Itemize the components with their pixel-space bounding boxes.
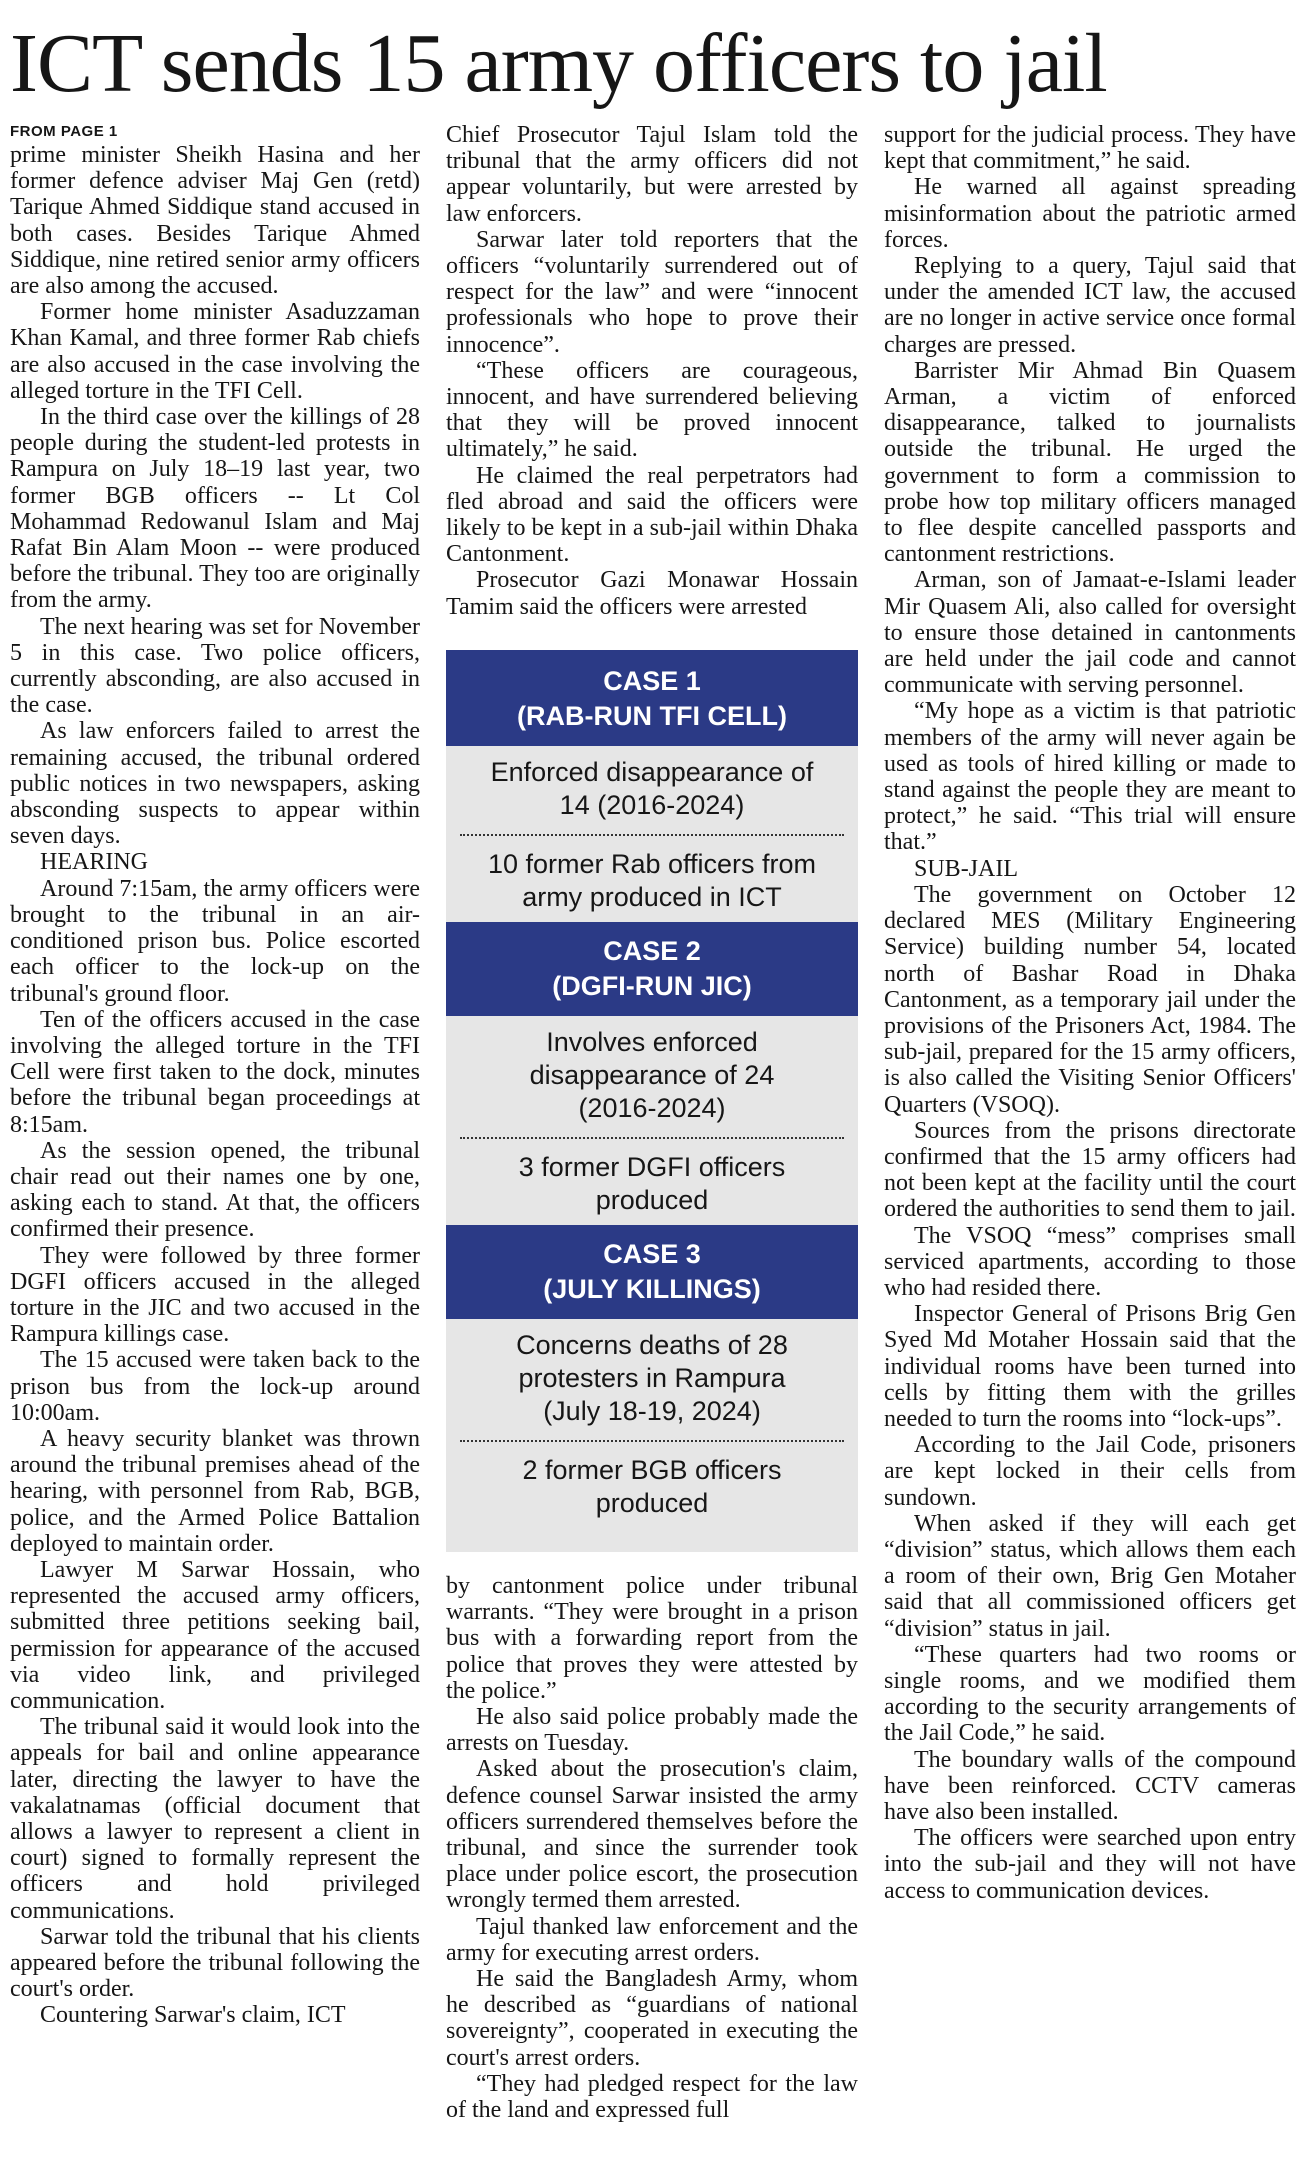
fact-line: (July 18-19, 2024) <box>543 1396 761 1426</box>
fact-line: army produced in ICT <box>522 882 782 912</box>
case-3-header <box>446 1225 858 1319</box>
paragraph: Asked about the prosecution's claim, defence counsel Sarwar insisted the army officers surrendered themselves before the tribunal, and since the surrender took place under police escort, the prosecution wrongly termed them arrested. <box>446 1756 858 1914</box>
paragraph: Countering Sarwar's claim, ICT <box>40 2002 346 2029</box>
subheading-hearing: HEARING <box>40 849 148 876</box>
paragraph: They were followed by three former DGFI officers accused in the alleged torture in the JIC and two accused in the Rampura killings case. <box>10 1242 420 1348</box>
paragraph: Ten of the officers accused in the case involving the alleged torture in the TFI Cell were first taken to the dock, minutes before the tribunal began proceedings at 8:15am. <box>10 1006 420 1138</box>
fact-line: 3 former DGFI officers <box>518 1152 786 1182</box>
case-2-subtitle: (DGFI-RUN JIC) <box>552 971 752 1001</box>
case-2-header <box>446 922 858 1016</box>
headline: ICT sends 15 army officers to jail <box>10 17 1107 110</box>
case-2-fact-2 <box>446 1139 858 1225</box>
fact-line: produced <box>595 1185 709 1215</box>
fact-line: (2016-2024) <box>578 1093 726 1123</box>
paragraph: As the session opened, the tribunal chair read out their names one by one, asking each to stand. At that, the officers confirmed their presence. <box>10 1137 420 1243</box>
paragraph: He warned all against spreading misinformation about the patriotic armed forces. <box>884 174 1296 253</box>
fact-line: disappearance of 24 <box>529 1060 775 1090</box>
article-column-2-bottom <box>446 1573 858 2123</box>
paragraph: “They had pledged respect for the law of the land and expressed full <box>446 2070 858 2124</box>
fact-line: 10 former Rab officers from <box>487 849 817 879</box>
paragraph: Sarwar told the tribunal that his clients appeared before the tribunal following the court's order. <box>10 1923 420 2003</box>
fact-line: produced <box>595 1488 709 1518</box>
case-3-fact-2 <box>446 1442 858 1528</box>
case-3-block <box>446 1225 858 1528</box>
paragraph: Sources from the prisons directorate confirmed that the 15 army officers had not been kept at the facility until the court ordered the authorities to send them to jail. <box>884 1117 1296 1223</box>
paragraph: He also said police probably made the arrests on Tuesday. <box>446 1704 858 1757</box>
paragraph: Around 7:15am, the army officers were brought to the tribunal in an air-conditioned prison bus. Police escorted each officer to the lock-up on the tribunal's ground floor. <box>10 875 420 1007</box>
paragraph: He said the Bangladesh Army, whom he described as “guardians of national sovereignty”, cooperated in executing the court's arrest orders. <box>446 1966 858 2071</box>
paragraph: A heavy security blanket was thrown around the tribunal premises ahead of the hearing, with personnel from Rab, BGB, police, and the Armed Police Battalion deployed to maintain order. <box>10 1425 420 1557</box>
paragraph: by cantonment police under tribunal warrants. “They were brought in a prison bus with a forwarding report from the police that proves they were attested by the police.” <box>446 1573 858 1704</box>
paragraph: The boundary walls of the compound have been reinforced. CCTV cameras have also been installed. <box>884 1746 1296 1825</box>
case-1-title: CASE 1 <box>603 666 701 696</box>
fact-line: 14 (2016-2024) <box>559 790 745 820</box>
case-3-subtitle: (JULY KILLINGS) <box>543 1274 761 1304</box>
paragraph: The VSOQ “mess” comprises small serviced apartments, according to those who had resided there. <box>884 1222 1296 1301</box>
paragraph: Former home minister Asaduzzaman Khan Kamal, and three former Rab chiefs are also accused in the case involving the alleged torture in the TFI Cell. <box>10 299 420 404</box>
paragraph: Inspector General of Prisons Brig Gen Syed Md Motaher Hossain said that the individual rooms have been turned into cells by fitting them with the grilles needed to turn the rooms into “lock-ups”. <box>884 1301 1296 1432</box>
fact-line: protesters in Rampura <box>518 1363 786 1393</box>
case-2-block <box>446 922 858 1225</box>
paragraph: Lawyer M Sarwar Hossain, who represented the accused army officers, submitted three petitions seeking bail, permission for appearance of the accused via video link, and privileged communication. <box>10 1556 420 1714</box>
paragraph: As law enforcers failed to arrest the remaining accused, the tribunal ordered public notices in two newspapers, asking absconding suspects to appear within seven days. <box>10 718 420 850</box>
article-column-2-top <box>446 122 858 620</box>
case-1-block <box>446 650 858 922</box>
case-2-fact-1 <box>446 1016 858 1137</box>
case-1-header <box>446 650 858 746</box>
kicker-from-page-1: FROM PAGE 1 <box>10 123 118 140</box>
case-1-fact-1 <box>446 746 858 834</box>
paragraph: Prosecutor Gazi Monawar Hossain Tamim said the officers were arrested <box>446 567 858 620</box>
paragraph: “These officers are courageous, innocent, and have surrendered believing that they will be proved innocent ultimately,” he said. <box>446 357 858 463</box>
paragraph: prime minister Sheikh Hasina and her former defence adviser Maj Gen (retd) Tarique Ahmed Siddique stand accused in both cases. Besides Tarique Ahmed Siddique, nine retired senior army officers are also among the accused. <box>10 142 420 300</box>
paragraph: Tajul thanked law enforcement and the army for executing arrest orders. <box>446 1913 858 1966</box>
paragraph: The officers were searched upon entry into the sub-jail and they will not have access to communication devices. <box>884 1825 1296 1904</box>
article-column-1 <box>10 122 420 2029</box>
fact-line: Involves enforced <box>546 1027 758 1057</box>
case-1-fact-2 <box>446 836 858 922</box>
fact-line: 2 former BGB officers <box>522 1455 782 1485</box>
fact-line: Enforced disappearance of <box>490 757 814 787</box>
paragraph: Sarwar later told reporters that the officers “voluntarily surrendered out of respect for the law” and were “innocent professionals who hope to prove their innocence”. <box>446 226 858 358</box>
paragraph: Replying to a query, Tajul said that under the amended ICT law, the accused are no longer in active service once formal charges are pressed. <box>884 253 1296 358</box>
case-factbox <box>446 650 858 1552</box>
subheading-sub-jail: SUB-JAIL <box>914 855 1019 882</box>
paragraph: Arman, son of Jamaat-e-Islami leader Mir Quasem Ali, also called for oversight to ensure those detained in cantonments are held under the jail code and cannot communicate with serving personnel. <box>884 567 1296 699</box>
paragraph: “My hope as a victim is that patriotic members of the army will never again be used as tools of hired killing or made to stand against the people they are meant to protect,” he said. “This trial will ensure that.” <box>884 698 1296 856</box>
case-3-fact-1 <box>446 1319 858 1440</box>
paragraph: He claimed the real perpetrators had fled abroad and said the officers were likely to be kept in a sub-jail within Dhaka Cantonment. <box>446 462 858 568</box>
paragraph: Chief Prosecutor Tajul Islam told the tribunal that the army officers did not appear voluntarily, but were arrested by law enforcers. <box>446 122 858 227</box>
paragraph: In the third case over the killings of 28 people during the student-led protests in Rampura on July 18–19 last year, two former BGB officers -- Lt Col Mohammad Redowanul Islam and Maj Rafat Bin Alam Moon -- were produced before the tribunal. They too are originally from the army. <box>10 404 420 614</box>
paragraph: “These quarters had two rooms or single rooms, and we modified them according to the security arrangements of the Jail Code,” he said. <box>884 1641 1296 1747</box>
paragraph: The government on October 12 declared MES (Military Engineering Service) building number 54, located north of Bashar Road in Dhaka Cantonment, as a temporary jail under the provisions of the Prisoners Act, 1984. The sub-jail, prepared for the 15 army officers, is also called the Visiting Senior Officers' Quarters (VSOQ). <box>884 881 1296 1118</box>
paragraph: Barrister Mir Ahmad Bin Quasem Arman, a victim of enforced disappearance, talked to journalists outside the tribunal. He urged the government to form a commission to probe how top military officers managed to flee despite cancelled passports and cantonment restrictions. <box>884 357 1296 568</box>
paragraph: The 15 accused were taken back to the prison bus from the lock-up around 10:00am. <box>10 1347 420 1426</box>
case-1-subtitle: (RAB-RUN TFI CELL) <box>517 701 787 731</box>
paragraph: The tribunal said it would look into the appeals for bail and online appearance later, directing the lawyer to have the vakalatnamas (official document that allows a lawyer to represent a client in court) signed to formally represent the officers and hold privileged communications. <box>10 1714 420 1924</box>
article-column-3 <box>884 122 1296 1904</box>
fact-line: Concerns deaths of 28 <box>516 1330 788 1360</box>
paragraph: The next hearing was set for November 5 in this case. Two police officers, currently absconding, are also accused in the case. <box>10 613 420 719</box>
case-3-title: CASE 3 <box>603 1239 701 1269</box>
paragraph: According to the Jail Code, prisoners are kept locked in their cells from sundown. <box>884 1432 1296 1511</box>
paragraph: support for the judicial process. They have kept that commitment,” he said. <box>884 122 1296 175</box>
paragraph: When asked if they will each get “division” status, which allows them each a room of their own, Brig Gen Motaher said that all commissioned officers get “division” status in jail. <box>884 1510 1296 1642</box>
case-2-title: CASE 2 <box>603 936 701 966</box>
